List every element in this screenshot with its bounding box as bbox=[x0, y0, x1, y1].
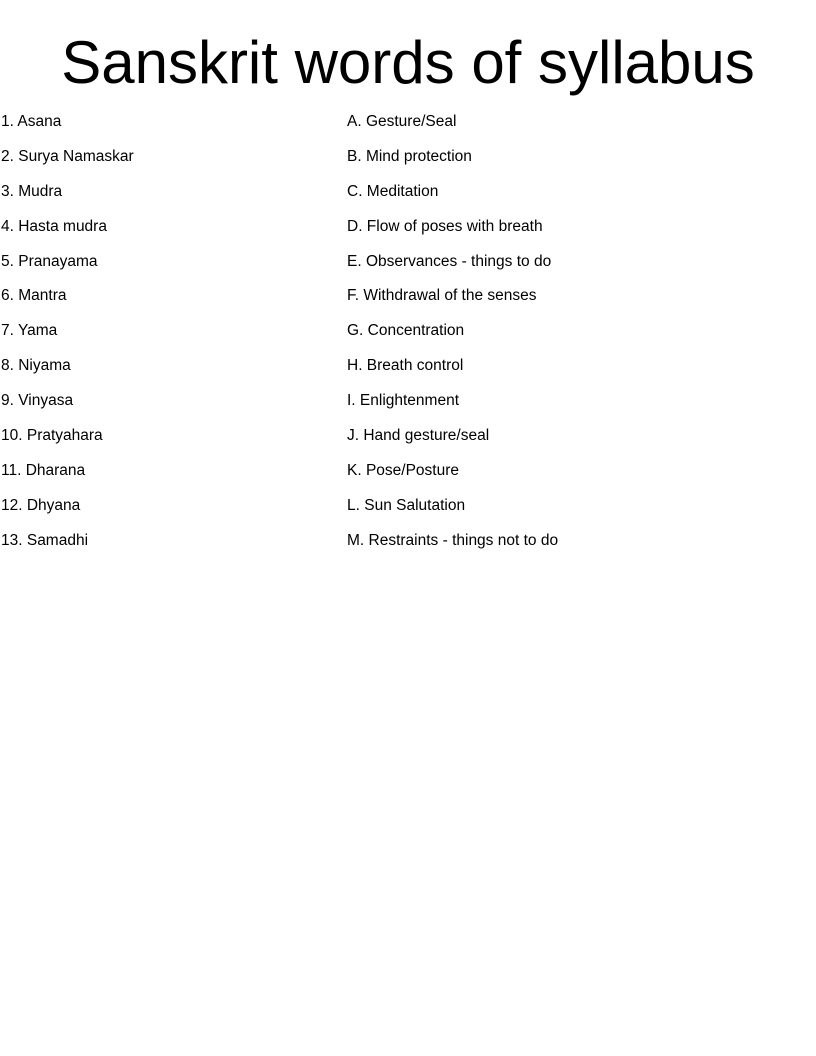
term-item: 9. Vinyasa bbox=[1, 392, 74, 410]
definition-item: G. Concentration bbox=[347, 322, 465, 340]
definition-item: K. Pose/Posture bbox=[347, 461, 460, 479]
term-item: 11. Dharana bbox=[1, 461, 86, 479]
definition-item: I. Enlightenment bbox=[347, 392, 460, 410]
term-item: 10. Pratyahara bbox=[1, 427, 103, 445]
term-item: 3. Mudra bbox=[1, 182, 63, 200]
definition-item: E. Observances - things to do bbox=[347, 252, 552, 270]
term-item: 6. Mantra bbox=[1, 287, 67, 305]
definition-item: D. Flow of poses with breath bbox=[347, 217, 543, 235]
term-item: 8. Niyama bbox=[1, 357, 71, 375]
term-item: 2. Surya Namaskar bbox=[1, 147, 134, 165]
definition-item: F. Withdrawal of the senses bbox=[347, 287, 537, 305]
page-title: Sanskrit words of syllabus bbox=[61, 29, 755, 96]
term-item: 12. Dhyana bbox=[1, 496, 81, 514]
term-item: 13. Samadhi bbox=[1, 531, 89, 549]
definition-item: A. Gesture/Seal bbox=[347, 113, 457, 130]
definition-item: B. Mind protection bbox=[347, 147, 472, 165]
definition-item: L. Sun Salutation bbox=[347, 496, 466, 514]
definition-item: J. Hand gesture/seal bbox=[347, 427, 490, 445]
term-item: 7. Yama bbox=[1, 322, 58, 340]
definitions-list bbox=[347, 111, 807, 565]
definition-item: H. Breath control bbox=[347, 357, 464, 375]
term-item: 5. Pranayama bbox=[1, 252, 98, 270]
definition-item: C. Meditation bbox=[347, 182, 439, 200]
term-item: 4. Hasta mudra bbox=[1, 217, 107, 235]
term-item: 1. Asana bbox=[1, 113, 62, 130]
definition-item: M. Restraints - things not to do bbox=[347, 531, 559, 549]
terms-list bbox=[1, 111, 331, 565]
